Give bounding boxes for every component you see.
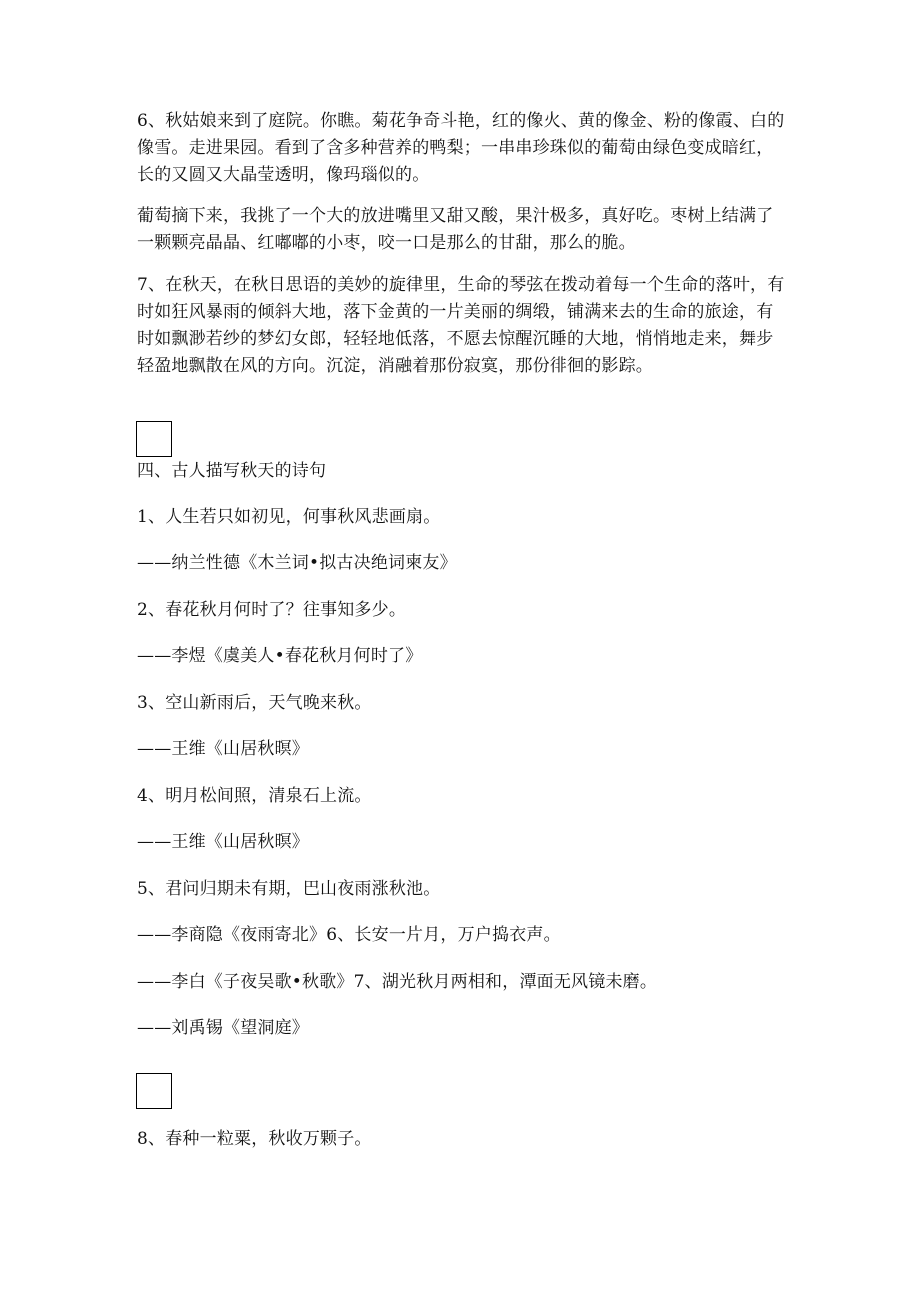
section-heading: 四、古人描写秋天的诗句 bbox=[137, 461, 327, 481]
poem-attribution-6: ——李白《子夜吴歌•秋歌》7、湖光秋月两相和，潭面无风镜未磨。 bbox=[137, 972, 658, 992]
paragraph-grapes: 葡萄摘下来，我挑了一个大的放进嘴里又甜又酸，果汁极多，真好吃。枣树上结满了一颗颗亮晶晶、红嘟嘟的小枣，咬一口是那么的甘甜，那么的脆。 bbox=[137, 206, 774, 253]
poem-line-5: 5、君问归期未有期，巴山夜雨涨秋池。 bbox=[137, 879, 441, 899]
poem-line-1: 1、人生若只如初见，何事秋风悲画扇。 bbox=[137, 507, 441, 527]
poem-line-3: 3、空山新雨后，天气晚来秋。 bbox=[137, 693, 372, 713]
poem-attribution-2: ——李煜《虞美人•春花秋月何时了》 bbox=[137, 646, 423, 666]
paragraph-item-6: 6、秋姑娘来到了庭院。你瞧。菊花争奇斗艳，红的像火、黄的像金、粉的像霞、白的像雪。走进果园。看到了含多种营养的鸭梨；一串串珍珠似的葡萄由绿色变成暗红，长的又圆又大晶莹透明，像玛瑙似的。 bbox=[137, 111, 785, 185]
poem-attribution-4: ——王维《山居秋暝》 bbox=[137, 832, 309, 852]
poem-attribution-3: ——王维《山居秋暝》 bbox=[137, 739, 309, 759]
paragraph-item-7: 7、在秋天，在秋日思语的美妙的旋律里，生命的琴弦在拨动着每一个生命的落叶，有时如狂风暴雨的倾斜大地，落下金黄的一片美丽的绸缎，铺满来去的生命的旅途，有时如飘渺若纱的梦幻女郎，轻轻地低落，不愿去惊醒沉睡的大地，悄悄地走来，舞步轻盈地飘散在风的方向。沉淀，消融着那份寂寞，那份徘徊的影踪。 bbox=[137, 275, 785, 376]
poem-line-8: 8、春种一粒粟，秋收万颗子。 bbox=[137, 1129, 372, 1149]
placeholder-box bbox=[136, 421, 172, 457]
poem-attribution-5: ——李商隐《夜雨寄北》6、长安一片月，万户捣衣声。 bbox=[137, 925, 561, 945]
poem-line-4: 4、明月松间照，清泉石上流。 bbox=[137, 786, 372, 806]
poem-attribution-1: ——纳兰性德《木兰词•拟古决绝词柬友》 bbox=[137, 553, 457, 573]
poem-attribution-7: ——刘禹锡《望洞庭》 bbox=[137, 1018, 309, 1038]
placeholder-box bbox=[136, 1073, 172, 1109]
poem-line-2: 2、春花秋月何时了？往事知多少。 bbox=[137, 600, 407, 620]
